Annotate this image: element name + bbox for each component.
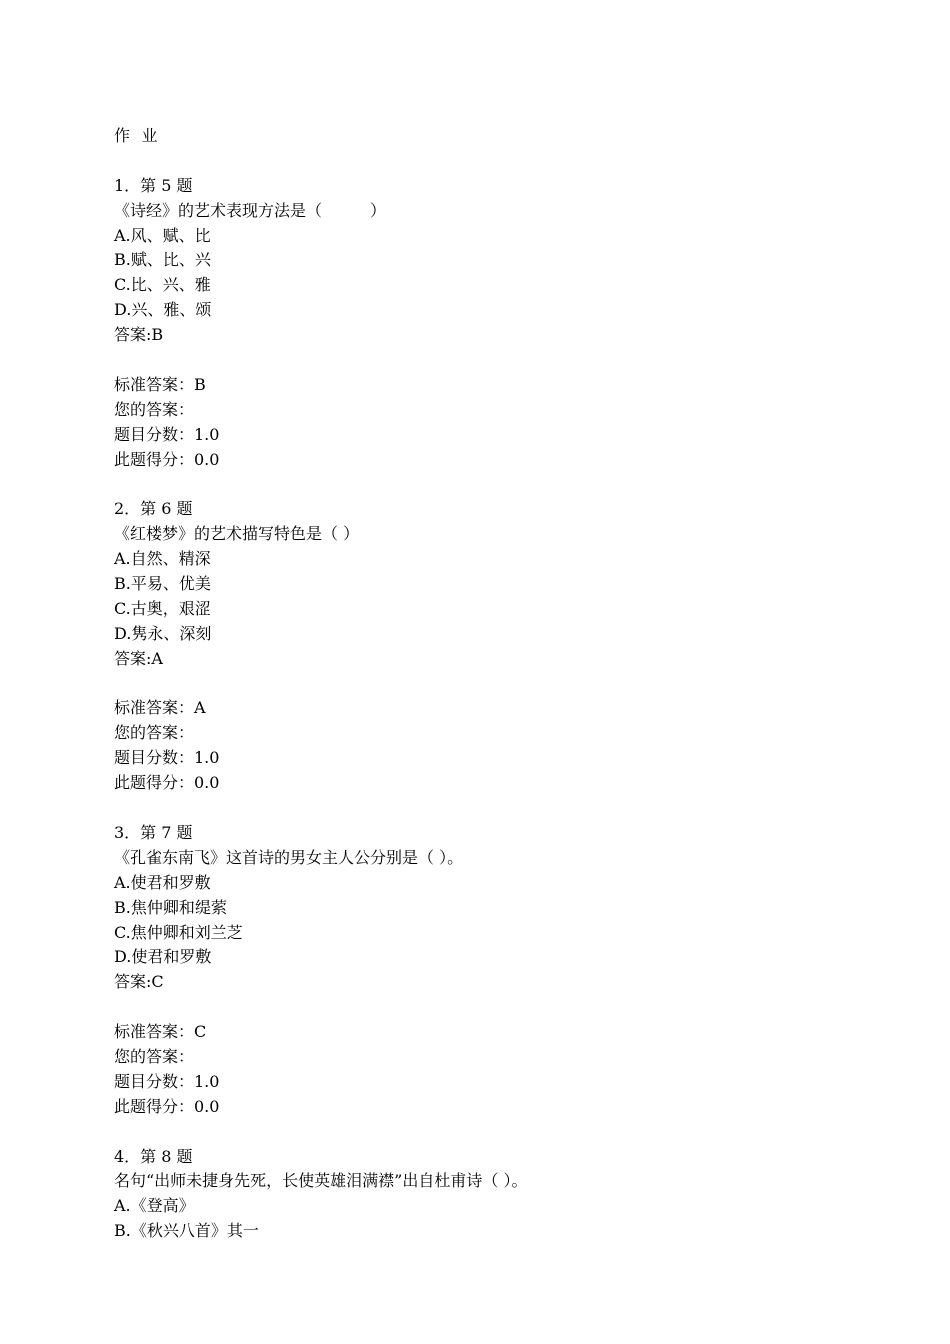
standard-answer: 标准答案：C (114, 1022, 207, 1042)
question-stem: 名句“出师未捷身先死，长使英雄泪满襟”出自杜甫诗（ ）。 (114, 1171, 528, 1191)
question-stem: 《孔雀东南飞》这首诗的男女主人公分别是（ ）。 (114, 847, 464, 867)
question-number: 3．第 7 题 (114, 822, 193, 842)
answer: 答案:B (114, 325, 164, 345)
question-stem: 《红楼梦》的艺术描写特色是（ ） (114, 524, 360, 544)
question-score: 题目分数：1.0 (114, 748, 220, 768)
question-score: 题目分数：1.0 (114, 424, 220, 444)
question-stem: 《诗经》的艺术表现方法是（ ） (114, 200, 387, 220)
earned-score: 此题得分：0.0 (114, 1096, 220, 1116)
option-b: B.焦仲卿和缇萦 (114, 897, 227, 917)
option-a: A.《登高》 (114, 1196, 195, 1216)
document-heading: 作 业 (114, 126, 161, 145)
question-number: 2．第 6 题 (114, 499, 193, 519)
option-b: B.平易、优美 (114, 574, 211, 594)
question-block (114, 821, 874, 1145)
question-score: 题目分数：1.0 (114, 1071, 220, 1091)
spacer (114, 348, 874, 373)
spacer (114, 796, 874, 821)
your-answer: 您的答案： (114, 399, 195, 419)
spacer (114, 472, 874, 497)
question-block (114, 497, 874, 821)
standard-answer: 标准答案：A (114, 698, 206, 718)
spacer (114, 672, 874, 697)
document-page (114, 124, 874, 1244)
question-number: 4．第 8 题 (114, 1146, 193, 1166)
option-d: D.隽永、深刻 (114, 623, 212, 643)
option-d: D.兴、雅、颂 (114, 300, 212, 320)
answer: 答案:C (114, 972, 164, 992)
spacer (114, 149, 874, 174)
your-answer: 您的答案： (114, 1046, 195, 1066)
earned-score: 此题得分：0.0 (114, 773, 220, 793)
question-block (114, 174, 874, 498)
option-b: B.《秋兴八首》其一 (114, 1221, 259, 1241)
option-a: A.自然、精深 (114, 549, 211, 569)
option-b: B.赋、比、兴 (114, 250, 211, 270)
your-answer: 您的答案： (114, 723, 195, 743)
earned-score: 此题得分：0.0 (114, 449, 220, 469)
option-a: A.风、赋、比 (114, 225, 211, 245)
option-c: C.焦仲卿和刘兰芝 (114, 922, 243, 942)
answer: 答案:A (114, 648, 163, 668)
option-d: D.使君和罗敷 (114, 947, 212, 967)
option-a: A.使君和罗敷 (114, 872, 211, 892)
option-c: C.古奥，艰涩 (114, 598, 211, 618)
question-block (114, 1145, 874, 1245)
spacer (114, 995, 874, 1020)
standard-answer: 标准答案：B (114, 374, 206, 394)
option-c: C.比、兴、雅 (114, 275, 211, 295)
spacer (114, 1120, 874, 1145)
question-number: 1．第 5 题 (114, 175, 193, 195)
